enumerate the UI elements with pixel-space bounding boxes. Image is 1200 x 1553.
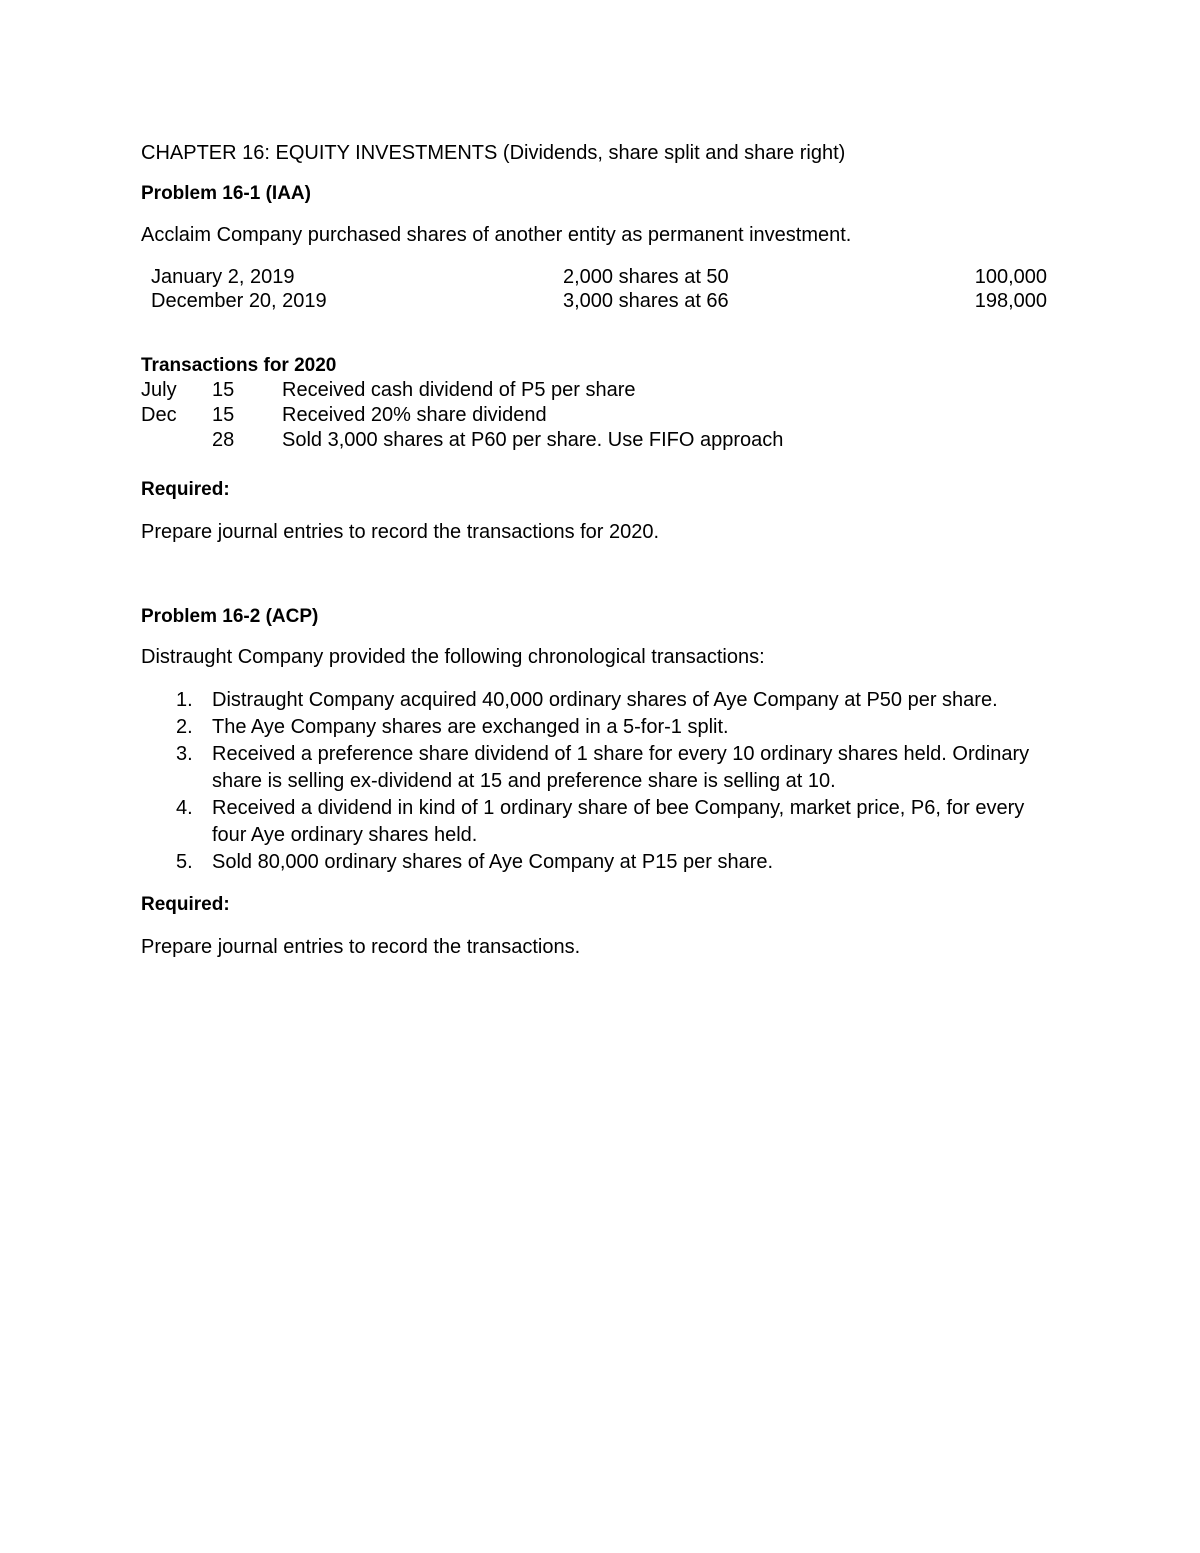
transaction-month: July <box>141 378 177 401</box>
problem-title: Problem 16-1 (IAA) <box>141 183 311 204</box>
problem-intro: Distraught Company provided the following chronological transactions: <box>141 646 765 669</box>
table-row <box>151 289 1047 313</box>
transactions-table <box>141 378 783 453</box>
transaction-text: Received 20% share dividend <box>282 403 547 426</box>
table-row <box>151 265 1047 289</box>
problem-16-1 <box>141 183 1061 544</box>
list-item <box>141 849 1061 876</box>
required-text: Prepare journal entries to record the transactions. <box>141 936 581 959</box>
table-row <box>141 428 783 453</box>
transaction-text: Received cash dividend of P5 per share <box>282 378 636 401</box>
transaction-list <box>141 687 1061 876</box>
list-number: 3. <box>176 743 193 766</box>
list-item <box>141 741 1061 795</box>
list-item-text: Received a dividend in kind of 1 ordinary share of bee Company, market price, P6, for every four Aye ordinary shares held. <box>212 797 1025 847</box>
section-spacer <box>141 562 1061 606</box>
list-item-text: Distraught Company acquired 40,000 ordinary shares of Aye Company at P50 per share. <box>212 689 998 712</box>
list-number: 5. <box>176 851 193 874</box>
chapter-title: CHAPTER 16: EQUITY INVESTMENTS (Dividends, share split and share right) <box>141 142 846 164</box>
list-number: 2. <box>176 716 193 739</box>
required-text: Prepare journal entries to record the transactions for 2020. <box>141 520 660 543</box>
purchase-table <box>151 265 1047 313</box>
list-item <box>141 687 1061 714</box>
list-item-text: Received a preference share dividend of 1 share for every 10 ordinary shares held. Ordinary share is selling ex-dividend at 15 and preference share is selling at 10. <box>212 743 1030 793</box>
transactions-heading: Transactions for 2020 <box>141 354 337 376</box>
list-number: 1. <box>176 689 193 712</box>
list-item <box>141 714 1061 741</box>
purchase-amount: 198,000 <box>974 289 1047 312</box>
problem-16-2 <box>141 606 1061 960</box>
purchase-description: 3,000 shares at 66 <box>563 289 729 312</box>
list-item-text: Sold 80,000 ordinary shares of Aye Company at P15 per share. <box>212 851 774 874</box>
transaction-text: Sold 3,000 shares at P60 per share. Use FIFO approach <box>282 428 784 451</box>
required-label: Required: <box>141 894 230 916</box>
list-item <box>141 795 1061 849</box>
purchase-amount: 100,000 <box>974 265 1047 288</box>
list-item-text: The Aye Company shares are exchanged in a 5-for-1 split. <box>212 716 729 739</box>
transaction-month: Dec <box>141 403 177 426</box>
document-page <box>141 141 1061 977</box>
transaction-day: 15 <box>212 378 235 401</box>
purchase-date: December 20, 2019 <box>151 289 327 312</box>
required-label: Required: <box>141 478 230 500</box>
problem-intro: Acclaim Company purchased shares of another entity as permanent investment. <box>141 223 852 246</box>
transaction-month <box>141 428 212 453</box>
purchase-date: January 2, 2019 <box>151 265 295 288</box>
purchase-description: 2,000 shares at 50 <box>563 265 729 288</box>
problem-title: Problem 16-2 (ACP) <box>141 605 319 627</box>
transaction-day: 28 <box>212 428 235 451</box>
table-row <box>141 378 783 403</box>
table-row <box>141 403 783 428</box>
list-number: 4. <box>176 797 193 820</box>
transaction-day: 15 <box>212 403 235 426</box>
